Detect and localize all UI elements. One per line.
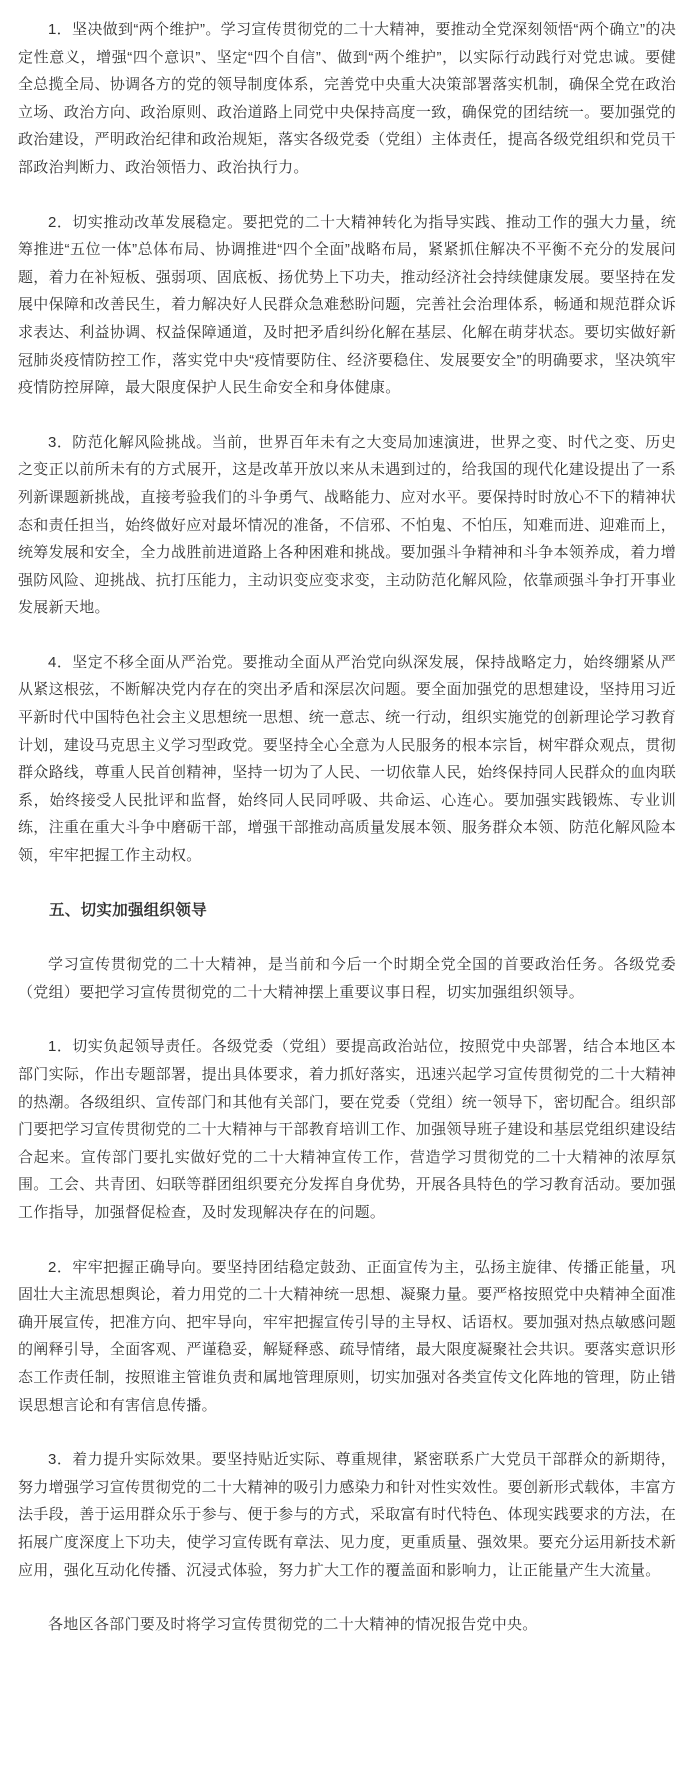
numbered-paragraph-7: 3．着力提升实际效果。要坚持贴近实际、尊重规律，紧密联系广大党员干部群众的新期待，努力增强学习宣传贯彻党的二十大精神的吸引力感染力和针对性实效性。要创新形式载体，丰富方法手段，善于运用群众乐于参与、便于参与的方式，采取富有时代特色、体现实践要求的方法，在拓展广度深度上下功夫，使学习宣传既有章法、见力度，更重质量、强效果。要充分运用新技术新应用，强化互动化传播、沉浸式体验，努力扩大工作的覆盖面和影响力，让正能量产生大流量。 xyxy=(18,1451,676,1579)
numbered-paragraph-1: 1．坚决做到“两个维护”。学习宣传贯彻党的二十大精神，要推动全党深刻领悟“两个确立”的决定性意义，增强“四个意识”、坚定“四个自信”、做到“两个维护”，以实际行动践行对党忠诚。要健全总揽全局、协调各方的党的领导制度体系，完善党中央重大决策部署落实机制，确保全党在政治立场、政治方向、政治原则、政治道路上同党中央保持高度一致，确保党的团结统一。要加强党的政治建设，严明政治纪律和政治规矩，落实各级党委（党组）主体责任，提高各级党组织和党员干部政治判断力、政治领悟力、政治执行力。 xyxy=(18,21,676,176)
numbered-paragraph-3: 3．防范化解风险挑战。当前，世界百年未有之大变局加速演进，世界之变、时代之变、历史之变正以前所未有的方式展开，这是改革开放以来从未遇到过的，给我国的现代化建设提出了一系列新课题新挑战，直接考验我们的斗争勇气、战略能力、应对水平。要保持时时放心不下的精神状态和责任担当，始终做好应对最坏情况的准备，不信邪、不怕鬼、不怕压，知难而进、迎难而上，统筹发展和安全，全力战胜前进道路上各种困难和挑战。要加强斗争精神和斗争本领养成，着力增强防风险、迎挑战、抗打压能力，主动识变应变求变，主动防范化解风险，依靠顽强斗争打开事业发展新天地。 xyxy=(18,433,676,617)
numbered-paragraph-6: 2．牢牢把握正确导向。要坚持团结稳定鼓劲、正面宣传为主，弘扬主旋律、传播正能量，巩固壮大主流思想舆论，着力用党的二十大精神统一思想、凝聚力量。要严格按照党中央精神全面准确开展宣传，把准方向、把牢导向，牢牢把握宣传引导的主导权、话语权。要加强对热点敏感问题的阐释引导，全面客观、严谨稳妥，解疑释惑、疏导情绪，最大限度凝聚社会共识。要落实意识形态工作责任制，按照谁主管谁负责和属地管理原则，切实加强对各类宣传文化阵地的管理，防止错误思想言论和有害信息传播。 xyxy=(18,1258,676,1414)
section-heading: 五、切实加强组织领导 xyxy=(49,901,208,919)
closing-paragraph: 各地区各部门要及时将学习宣传贯彻党的二十大精神的情况报告党中央。 xyxy=(48,1616,538,1634)
numbered-paragraph-4: 4．坚定不移全面从严治党。要推动全面从严治党向纵深发展，保持战略定力，始终绷紧从严从紧这根弦，不断解决党内存在的突出矛盾和深层次问题。要全面加强党的思想建设，坚持用习近平新时代中国特色社会主义思想统一思想、统一意志、统一行动，组织实施党的创新理论学习教育计划，建设马克思主义学习型政党。要坚持全心全意为人民服务的根本宗旨，树牢群众观点，贯彻群众路线，尊重人民首创精神，坚持一切为了人民、一切依靠人民，始终保持同人民群众的血肉联系，始终接受人民批评和监督，始终同人民同呼吸、共命运、心连心。要加强实践锻炼、专业训练，注重在重大斗争中磨砺干部，增强干部推动高质量发展本领、服务群众本领、防范化解风险本领，牢牢把握工作主动权。 xyxy=(18,653,676,865)
section-intro-paragraph: 学习宣传贯彻党的二十大精神，是当前和今后一个时期全党全国的首要政治任务。各级党委（党组）要把学习宣传贯彻党的二十大精神摆上重要议事日程，切实加强组织领导。 xyxy=(18,956,676,1001)
numbered-paragraph-2: 2．切实推动改革发展稳定。要把党的二十大精神转化为指导实践、推动工作的强大力量，统筹推进“五位一体”总体布局、协调推进“四个全面”战略布局，紧紧抓住解决不平衡不充分的发展问题，着力在补短板、强弱项、固底板、扬优势上下功夫，推动经济社会持续健康发展。要坚持在发展中保障和改善民生，着力解决好人民群众急难愁盼问题，完善社会治理体系，畅通和规范群众诉求表达、利益协调、权益保障通道，及时把矛盾纠纷化解在基层、化解在萌芽状态。要切实做好新冠肺炎疫情防控工作，落实党中央“疫情要防住、经济要稳住、发展要安全”的明确要求，坚决筑牢疫情防控屏障，最大限度保护人民生命安全和身体健康。 xyxy=(18,213,676,397)
numbered-paragraph-5: 1．切实负起领导责任。各级党委（党组）要提高政治站位，按照党中央部署，结合本地区本部门实际，作出专题部署，提出具体要求，着力抓好落实，迅速兴起学习宣传贯彻党的二十大精神的热潮。各级组织、宣传部门和其他有关部门，要在党委（党组）统一领导下，密切配合。组织部门要把学习宣传贯彻党的二十大精神与干部教育培训工作、加强领导班子建设和基层党组织建设结合起来。宣传部门要扎实做好党的二十大精神宣传工作，营造学习贯彻党的二十大精神的浓厚氛围。工会、共青团、妇联等群团组织要充分发挥自身优势，开展各具特色的学习教育活动。要加强工作指导，加强督促检查，及时发现解决存在的问题。 xyxy=(18,1038,676,1221)
